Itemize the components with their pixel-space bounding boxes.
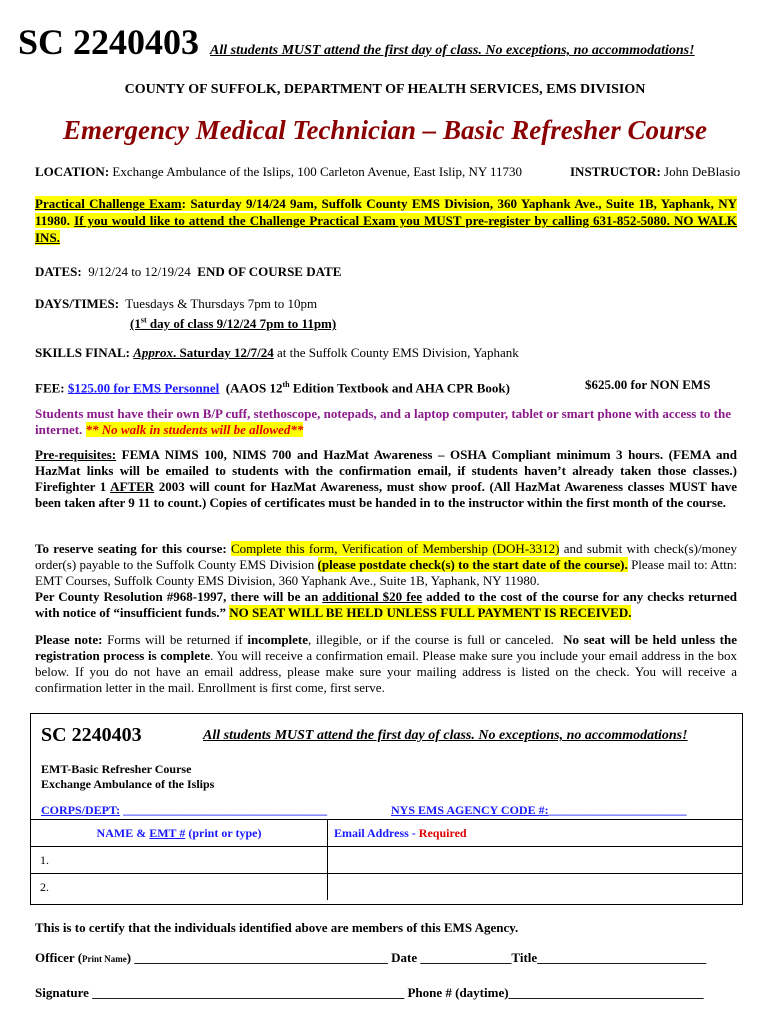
officer-line[interactable]: [35, 950, 706, 966]
officer-name-line[interactable]: _______________________________________: [131, 950, 392, 965]
note-t3: . You will receive a confirmation email. Please make sure you include your email address in the box below. If you do not have an email address, please make sure your mailing address is listed on the check. You will receive a confirmation letter in the mail. Enrollment is first come, first serve.: [35, 648, 737, 695]
note-incomplete: incomplete: [247, 632, 309, 647]
name-cell[interactable]: 2.: [31, 874, 328, 901]
location-line: [35, 164, 522, 180]
days-label: DAYS/TIMES:: [35, 296, 120, 311]
resolution-additional: additional $20 fee: [322, 589, 423, 604]
exam-details: : Saturday 9/14/24 9am, Suffolk County EMS Division, 360 Yaphank Ave., Suite 1B, Yaphank, NY 11980.: [35, 196, 737, 228]
table-row: [31, 874, 742, 901]
skills-final-line: [35, 345, 519, 361]
skills-date: . Saturday 12/7/24: [172, 345, 274, 360]
email-header: [328, 820, 743, 847]
course-code: SC 2240403: [18, 22, 200, 62]
first-day-sup: st: [140, 316, 147, 325]
note-t2: , illegible, or if the course is full or canceled.: [308, 632, 564, 647]
form-course-name: EMT-Basic Refresher Course: [41, 762, 192, 776]
signature-label: Signature: [35, 985, 93, 1000]
email-required: Required: [418, 825, 467, 840]
instructor-value: John DeBlasio: [660, 164, 741, 179]
name-header-post: (print or type): [185, 825, 262, 840]
prereq-after: AFTER: [110, 479, 155, 494]
note-label: Please note:: [35, 632, 103, 647]
fee-books-sup: th: [282, 380, 290, 389]
no-walk-in-notice: ** No walk in students will be allowed**: [85, 422, 304, 437]
location-label: LOCATION:: [35, 164, 110, 179]
resolution-pre: Per County Resolution #968-1997, there will be an: [35, 589, 323, 604]
table-header-row: [31, 820, 742, 847]
fee-ems: $125.00 for EMS Personnel: [67, 380, 220, 396]
first-day-line: [130, 313, 336, 332]
attendance-notice: All students MUST attend the first day of class. No exceptions, no accommodations!: [210, 43, 695, 58]
certification-statement: This is to certify that the individuals identified above are members of this EMS Agency.: [35, 920, 519, 935]
dates-value: 9/12/24 to 12/19/24: [81, 264, 198, 279]
corps-label: CORPS/DEPT:: [41, 803, 121, 817]
dates-line: [35, 264, 341, 280]
first-day-pre: (1: [130, 316, 141, 332]
prereq-text-2: 2003 will count for HazMat Awareness, must show proof. (All HazMat Awareness classes MUST have been taken after 9 11 to count.) Copies of certificates must be handed in to the instructor within the first month of the course.: [35, 479, 737, 510]
note-no-seat: No seat will be held unless the registration process is complete: [35, 632, 737, 663]
reserve-mid: and submit with check(s)/money order(s) payable to the Suffolk County EMS Division: [35, 541, 737, 572]
reserve-mail: Please mail to: Attn: EMT Courses, Suffolk County EMS Division, 360 Yaphank Ave., Suite 1B, Yaphank, NY 11980.: [35, 557, 738, 588]
officer-close: ): [126, 950, 132, 965]
email-cell[interactable]: [328, 847, 743, 874]
name-header-emt: EMT #: [149, 825, 186, 840]
officer-print-name: Print Name: [82, 954, 127, 964]
reserve-postdate: (please postdate check(s) to the start date of the course).: [317, 557, 628, 572]
reserve-form: Complete this form, Verification of Membership (DOH-3312): [231, 541, 560, 556]
days-line: [35, 296, 317, 312]
dates-end: END OF COURSE DATE: [197, 264, 342, 279]
students-text: Students must have their own B/P cuff, stethoscope, notepads, and a laptop computer, tablet or smart phone with access to the internet.: [35, 406, 732, 437]
no-seat-notice: NO SEAT WILL BE HELD UNLESS FULL PAYMENT IS RECEIVED.: [229, 605, 632, 620]
table-row: [31, 847, 742, 874]
please-note: [35, 632, 737, 696]
fee-label: FEE:: [35, 380, 68, 396]
skills-approx: Approx: [133, 345, 173, 360]
skills-place: at the Suffolk County EMS Division, Yaphank: [273, 345, 519, 360]
prereq-label: Pre-requisites:: [35, 447, 117, 462]
dates-label: DATES:: [35, 264, 82, 279]
email-cell[interactable]: [328, 874, 743, 901]
form-course-code: SC 2240403: [41, 724, 142, 746]
signature-line[interactable]: [35, 985, 704, 1001]
fee-books-post: Edition Textbook and AHA CPR Book): [289, 380, 510, 396]
instructor-label: INSTRUCTOR:: [570, 164, 661, 179]
student-requirements: [35, 406, 737, 438]
fee-non-ems: $625.00 for NON EMS: [585, 377, 711, 392]
first-day-post: day of class 9/12/24 7pm to 11pm): [146, 316, 337, 332]
corps-line[interactable]: __________________________________: [120, 803, 328, 817]
name-cell[interactable]: 1.: [31, 847, 328, 874]
page-title: Emergency Medical Technician – Basic Refresher Course: [63, 115, 707, 145]
officer-title-field[interactable]: Title__________________________: [511, 950, 707, 965]
exam-label: Practical Challenge Exam: [35, 196, 182, 211]
registration-form: [30, 713, 743, 905]
resolution-post: added to the cost of the course for any checks returned with notice of “insufficient funds.”: [35, 589, 737, 620]
county-heading: COUNTY OF SUFFOLK, DEPARTMENT OF HEALTH SERVICES, EMS DIVISION: [124, 82, 646, 97]
email-header-label: Email Address -: [334, 825, 419, 840]
fee-books-pre: (AAOS 12: [219, 380, 283, 396]
reservation-instructions: [35, 541, 737, 621]
corps-dept-field[interactable]: [41, 803, 327, 818]
challenge-exam-notice: [35, 195, 737, 246]
phone-field[interactable]: Phone # (daytime)______________________________: [407, 985, 704, 1000]
officer-date-field[interactable]: Date ______________: [391, 950, 512, 965]
exam-register: If you would like to attend the Challenge Practical Exam you MUST pre-register by calling 631-852-5080. NO WALK INS.: [35, 213, 737, 245]
agency-code-field[interactable]: [391, 803, 687, 818]
note-t1: Forms will be returned if: [102, 632, 248, 647]
location-value: Exchange Ambulance of the Islips, 100 Carleton Avenue, East Islip, NY 11730: [109, 164, 523, 179]
agency-label: NYS EMS AGENCY CODE #:: [391, 803, 549, 817]
name-header: [31, 820, 328, 847]
fee-line: [35, 377, 510, 396]
days-value: Tuesdays & Thursdays 7pm to 10pm: [119, 296, 318, 311]
skills-label: SKILLS FINAL:: [35, 345, 130, 360]
prerequisites: [35, 447, 737, 511]
prereq-text-1: FEMA NIMS 100, NIMS 700 and HazMat Awareness – OSHA Compliant minimum 3 hours. (FEMA and HazMat links will be emailed to students with the confirmation email, if students haven’t already taken those classes.) Firefighter 1: [35, 447, 737, 494]
instructor-line: [570, 164, 740, 180]
agency-line[interactable]: _______________________: [548, 803, 687, 817]
reserve-label: To reserve seating for this course:: [35, 541, 227, 556]
student-table: [31, 819, 742, 900]
form-attendance-notice: All students MUST attend the first day of class. No exceptions, no accommodations!: [203, 728, 688, 743]
officer-label: Officer (: [35, 950, 83, 965]
signature-field[interactable]: ________________________________________________: [92, 985, 408, 1000]
form-ambulance: Exchange Ambulance of the Islips: [41, 777, 215, 791]
name-header-pre: NAME &: [96, 825, 150, 840]
